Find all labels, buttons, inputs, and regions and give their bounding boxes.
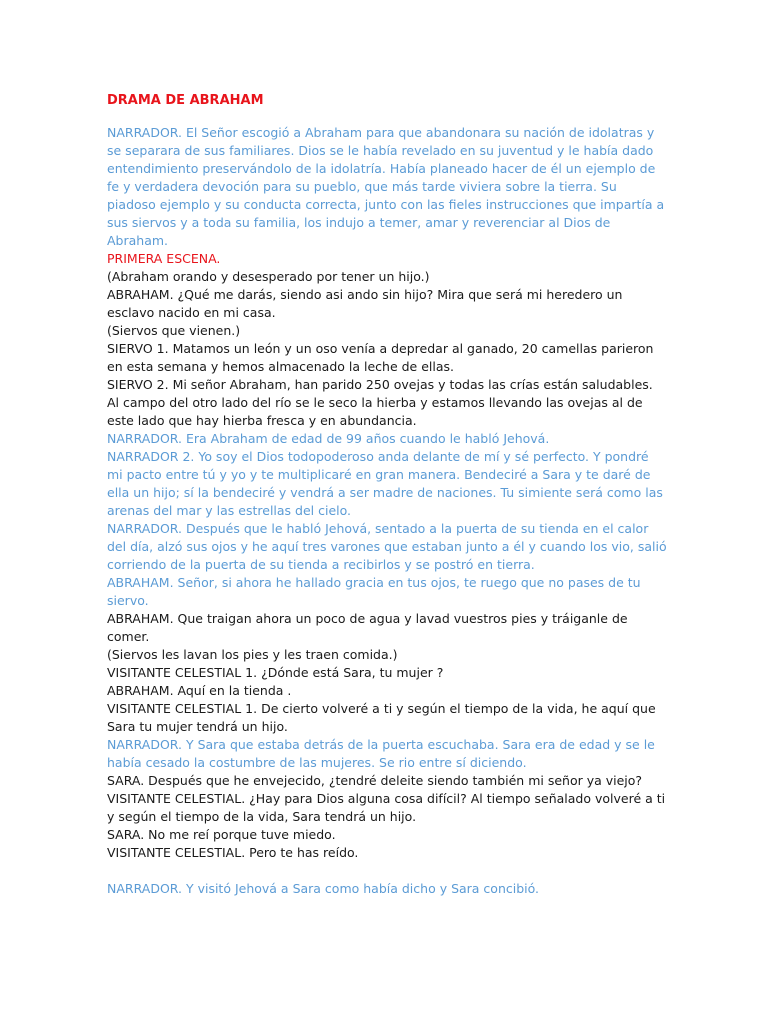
scene-heading: PRIMERA ESCENA. — [107, 251, 221, 266]
paragraph-spacer — [107, 862, 667, 880]
dialogue-paragraph: ABRAHAM. Aquí en la tienda . — [107, 683, 292, 698]
dialogue-paragraph: VISITANTE CELESTIAL 1. De cierto volveré a ti y según el tiempo de la vida, he aquí que Sara tu mujer tendrá un hijo. — [107, 701, 656, 734]
narrator-paragraph: NARRADOR. Y visitó Jehová a Sara como había dicho y Sara concibió. — [107, 881, 540, 896]
narrator-paragraph: NARRADOR. Y Sara que estaba detrás de la puerta escuchaba. Sara era de edad y se le había cesado la costumbre de las mujeres. Se rio entre sí diciendo. — [107, 737, 655, 770]
dialogue-paragraph: (Abraham orando y desesperado por tener un hijo.) — [107, 269, 430, 284]
narrator-paragraph: NARRADOR 2. Yo soy el Dios todopoderoso anda delante de mí y sé perfecto. Y pondré mi pacto entre tú y yo y te multiplicaré en gran manera. Bendeciré a Sara y te daré de ella un hijo; sí la bendeciré y vendrá a ser madre de naciones. Tu simiente será como las arenas del mar y las estrellas del cielo. — [107, 449, 663, 518]
dialogue-paragraph: SARA. No me reí porque tuve miedo. — [107, 827, 336, 842]
narrator-paragraph: NARRADOR. El Señor escogió a Abraham para que abandonara su nación de idolatras y se separara de sus familiares. Dios se le había revelado en su juventud y le había dado entendimiento preservándolo de la idolatría. Había planeado hacer de él un ejemplo de fe y verdadera devoción para su pueblo, que más tarde viviera sobre la tierra. Su piadoso ejemplo y su conducta correcta, junto con las fieles instrucciones que impartía a sus siervos y a toda su familia, los indujo a temer, amar y reverenciar al Dios de Abraham. — [107, 125, 665, 248]
dialogue-paragraph: VISITANTE CELESTIAL 1. ¿Dónde está Sara, tu mujer ? — [107, 665, 444, 680]
document-title: DRAMA DE ABRAHAM — [107, 93, 264, 108]
narrator-paragraph: NARRADOR. Después que le habló Jehová, sentado a la puerta de su tienda en el calor del día, alzó sus ojos y he aquí tres varones que estaban junto a él y cuando los vio, salió corriendo de la puerta de su tienda a recibirlos y se postró en tierra. — [107, 521, 667, 572]
dialogue-paragraph: VISITANTE CELESTIAL. Pero te has reído. — [107, 845, 359, 860]
dialogue-paragraph: (Siervos les lavan los pies y les traen comida.) — [107, 647, 398, 662]
narrator-paragraph: NARRADOR. Era Abraham de edad de 99 años cuando le habló Jehová. — [107, 431, 550, 446]
dialogue-paragraph: (Siervos que vienen.) — [107, 323, 241, 338]
dialogue-paragraph: ABRAHAM. ¿Qué me darás, siendo asi ando sin hijo? Mira que será mi heredero un esclavo nacido en mi casa. — [107, 287, 623, 320]
dialogue-paragraph: ABRAHAM. Que traigan ahora un poco de agua y lavad vuestros pies y tráiganle de comer. — [107, 611, 628, 644]
dialogue-paragraph: SARA. Después que he envejecido, ¿tendré deleite siendo también mi señor ya viejo? — [107, 773, 643, 788]
document-page — [107, 92, 667, 898]
document-body — [107, 124, 667, 898]
dialogue-paragraph: SIERVO 2. Mi señor Abraham, han parido 250 ovejas y todas las crías están saludables. Al campo del otro lado del río se le seco la hierba y estamos llevando las ovejas al de este lado que hay hierba fresca y en abundancia. — [107, 377, 653, 428]
dialogue-paragraph: SIERVO 1. Matamos un león y un oso venía a depredar al ganado, 20 camellas parieron en esta semana y hemos almacenado la leche de ellas. — [107, 341, 654, 374]
dialogue-paragraph: VISITANTE CELESTIAL. ¿Hay para Dios alguna cosa difícil? Al tiempo señalado volveré a ti y según el tiempo de la vida, Sara tendrá un hijo. — [107, 791, 666, 824]
narrator-paragraph: ABRAHAM. Señor, si ahora he hallado gracia en tus ojos, te ruego que no pases de tu siervo. — [107, 575, 641, 608]
